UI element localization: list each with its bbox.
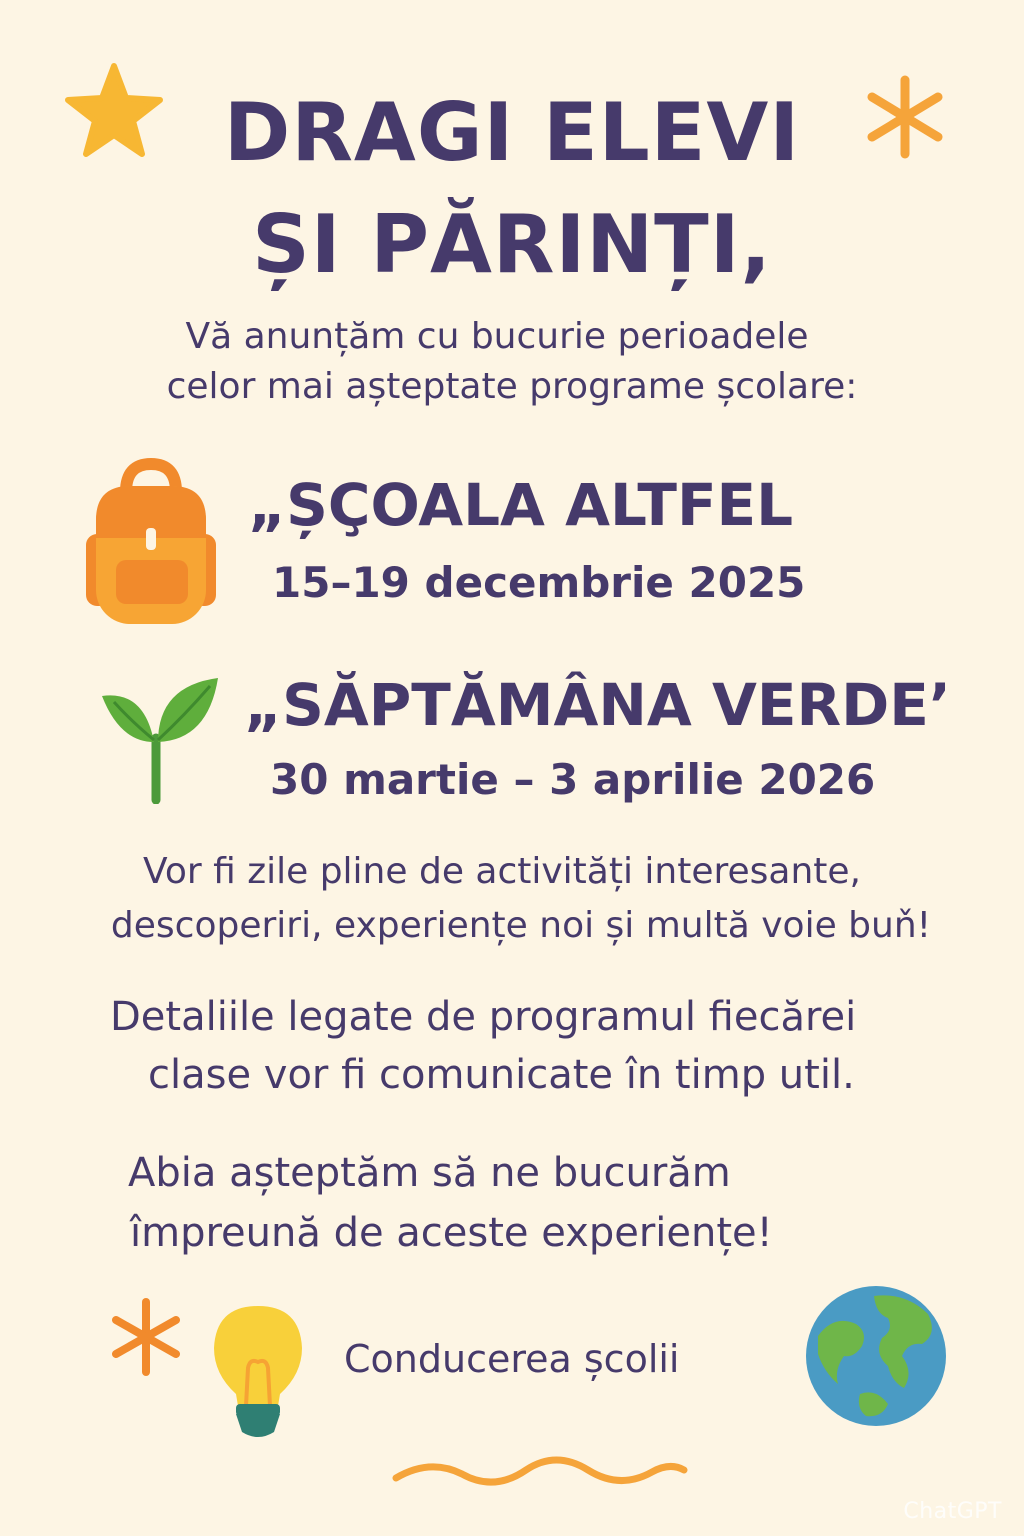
sprout-icon (92, 666, 222, 804)
activities-line2: descoperiri, experiențe noi și multă voie buň! (110, 905, 932, 946)
event-title-saptamana-verde: „SĂPTĂMÂNA VERDE’ (244, 671, 951, 739)
details-line1: Detaliile legate de programul fiecărei (110, 994, 857, 1040)
details-line2: clase vor fi comunicate în timp util. (148, 1052, 855, 1098)
backpack-icon (76, 456, 226, 628)
intro-text (60, 312, 964, 412)
event-dates-saptamana-verde: 30 martie – 3 aprilie 2026 (270, 755, 876, 804)
lightbulb-icon (208, 1302, 308, 1442)
intro-line1: Vă anunțăm cu bucurie perioadele (185, 316, 809, 357)
asterisk-icon (108, 1296, 184, 1378)
activities-line1: Vor fi zile pline de activități interesante, (142, 851, 861, 892)
intro-line2: celor mai așteptate programe școlare: (166, 366, 858, 407)
closing-line2: împreună de aceste experiențe! (130, 1210, 773, 1256)
squiggle-line (390, 1444, 690, 1494)
poster-title-line1: DRAGI ELEVI (223, 86, 801, 179)
poster-title-line2: ȘI PĂRINȚI, (252, 198, 772, 291)
event-title-scoala-altfel: „ȘÇOALA ALTFEL (248, 471, 794, 539)
watermark: ChatGPT (903, 1499, 1002, 1524)
earth-globe-icon (804, 1284, 948, 1428)
signature: Conducerea școlii (344, 1337, 680, 1381)
event-dates-scoala-altfel: 15–19 decembrie 2025 (272, 558, 806, 607)
closing-line1: Abia așteptăm să ne bucurăm (128, 1150, 731, 1196)
